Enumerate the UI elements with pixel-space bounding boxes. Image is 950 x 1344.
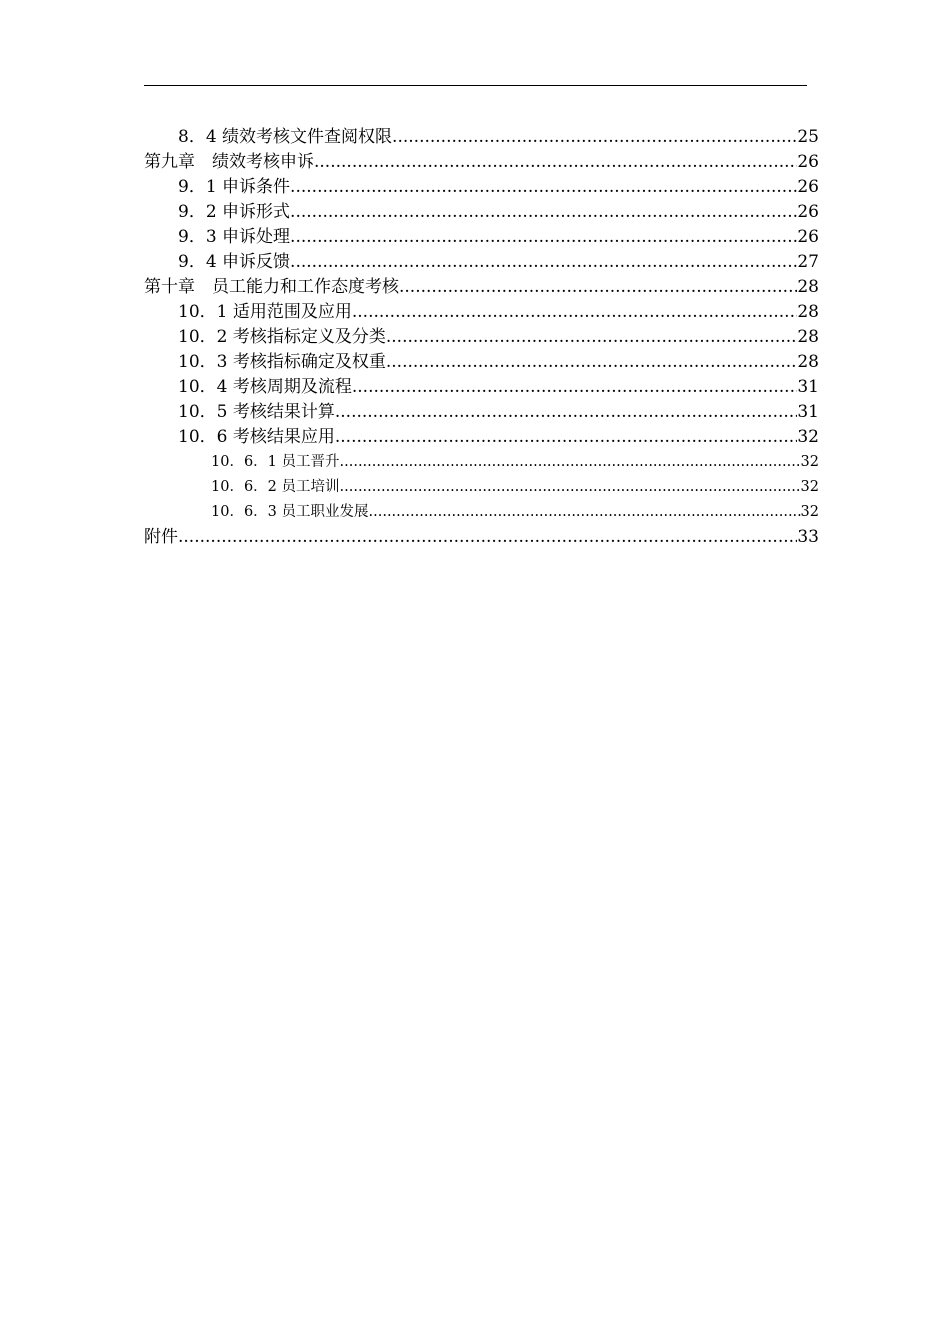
toc-entry-title: 10．6．2 员工培训 bbox=[211, 479, 340, 495]
table-of-contents bbox=[144, 125, 819, 550]
toc-entry-title: 9．2 申诉形式 bbox=[178, 202, 291, 222]
toc-page-number: 28 bbox=[797, 277, 819, 297]
toc-entry-title: 8．4 绩效考核文件查阅权限 bbox=[178, 127, 393, 147]
toc-entry-title: 10．6．3 员工职业发展 bbox=[211, 504, 369, 520]
toc-entry-title: 附件 bbox=[144, 527, 178, 547]
toc-entry[interactable] bbox=[144, 350, 819, 375]
toc-entry[interactable] bbox=[144, 375, 819, 400]
toc-dot-leader bbox=[290, 250, 797, 275]
toc-page-number: 26 bbox=[797, 152, 819, 172]
toc-dot-leader bbox=[352, 300, 798, 325]
toc-page-number: 28 bbox=[797, 327, 819, 347]
toc-entry-title: 9．1 申诉条件 bbox=[178, 177, 291, 197]
toc-entry[interactable] bbox=[144, 450, 819, 475]
toc-dot-leader bbox=[290, 175, 797, 200]
toc-entry-title: 10．5 考核结果计算 bbox=[178, 402, 335, 422]
toc-dot-leader bbox=[340, 450, 801, 475]
toc-dot-leader bbox=[178, 525, 797, 550]
toc-dot-leader bbox=[399, 275, 797, 300]
toc-entry-title: 10．6 考核结果应用 bbox=[178, 427, 335, 447]
toc-dot-leader bbox=[290, 225, 797, 250]
toc-dot-leader bbox=[352, 375, 798, 400]
toc-dot-leader bbox=[386, 325, 798, 350]
toc-entry-title: 9．3 申诉处理 bbox=[178, 227, 291, 247]
toc-page-number: 28 bbox=[797, 352, 819, 372]
toc-entry[interactable] bbox=[144, 250, 819, 275]
toc-entry[interactable] bbox=[144, 325, 819, 350]
toc-page-number: 26 bbox=[797, 177, 819, 197]
toc-entry[interactable] bbox=[144, 200, 819, 225]
toc-page-number: 31 bbox=[797, 377, 819, 397]
toc-page-number: 33 bbox=[797, 527, 819, 547]
toc-dot-leader bbox=[314, 150, 797, 175]
toc-entry[interactable] bbox=[144, 275, 819, 300]
toc-page-number: 28 bbox=[797, 302, 819, 322]
toc-entry[interactable] bbox=[144, 400, 819, 425]
toc-entry[interactable] bbox=[144, 225, 819, 250]
toc-entry[interactable] bbox=[144, 300, 819, 325]
toc-entry[interactable] bbox=[144, 475, 819, 500]
toc-entry-title: 10．4 考核周期及流程 bbox=[178, 377, 352, 397]
toc-page-number: 32 bbox=[800, 454, 819, 470]
toc-page-number: 26 bbox=[797, 227, 819, 247]
toc-entry-title: 第十章 员工能力和工作态度考核 bbox=[144, 277, 399, 297]
toc-dot-leader bbox=[369, 500, 801, 525]
toc-entry[interactable] bbox=[144, 150, 819, 175]
toc-page-number: 27 bbox=[797, 252, 819, 272]
toc-dot-leader bbox=[335, 400, 798, 425]
toc-page-number: 31 bbox=[797, 402, 819, 422]
toc-entry-title: 10．6．1 员工晋升 bbox=[211, 454, 340, 470]
toc-page-number: 32 bbox=[800, 479, 819, 495]
header-rule bbox=[144, 85, 807, 86]
toc-dot-leader bbox=[340, 475, 801, 500]
toc-dot-leader bbox=[392, 125, 797, 150]
toc-entry[interactable] bbox=[144, 525, 819, 550]
toc-page-number: 32 bbox=[800, 504, 819, 520]
toc-page-number: 26 bbox=[797, 202, 819, 222]
toc-entry-title: 10．1 适用范围及应用 bbox=[178, 302, 352, 322]
toc-entry[interactable] bbox=[144, 125, 819, 150]
toc-entry[interactable] bbox=[144, 425, 819, 450]
toc-entry-title: 第九章 绩效考核申诉 bbox=[144, 152, 314, 172]
toc-entry-title: 9．4 申诉反馈 bbox=[178, 252, 291, 272]
toc-page-number: 32 bbox=[797, 427, 819, 447]
toc-entry[interactable] bbox=[144, 175, 819, 200]
toc-dot-leader bbox=[386, 350, 798, 375]
toc-dot-leader bbox=[335, 425, 798, 450]
toc-page-number: 25 bbox=[797, 127, 819, 147]
toc-entry[interactable] bbox=[144, 500, 819, 525]
toc-entry-title: 10．2 考核指标定义及分类 bbox=[178, 327, 386, 347]
toc-entry-title: 10．3 考核指标确定及权重 bbox=[178, 352, 386, 372]
toc-dot-leader bbox=[290, 200, 797, 225]
